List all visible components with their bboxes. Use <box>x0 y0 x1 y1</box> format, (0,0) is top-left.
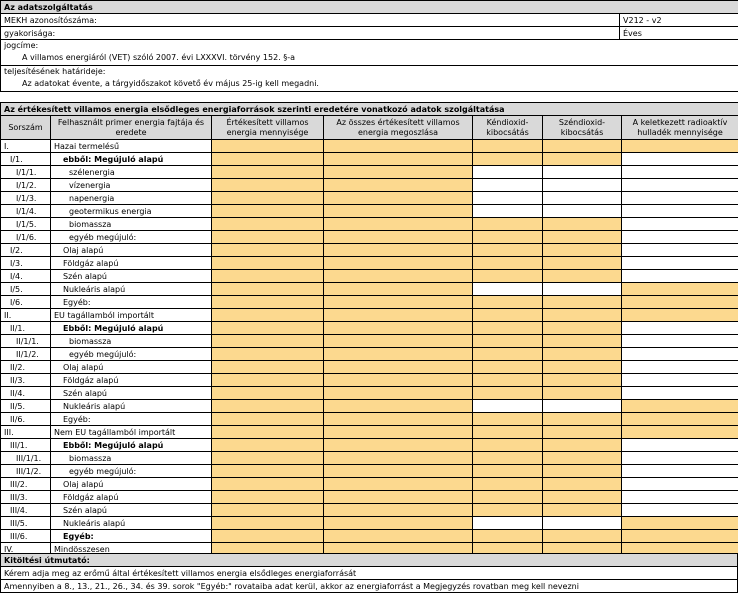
legal-basis-label: jogcíme: <box>4 41 39 50</box>
input-radioactive <box>622 491 738 504</box>
input-distribution[interactable] <box>324 530 473 543</box>
input-so2[interactable] <box>473 296 543 309</box>
row-energy-type: Ebből: Megújuló alapú <box>51 322 212 335</box>
row-number: I/6. <box>1 296 51 309</box>
row-number: II/1/1. <box>1 335 51 348</box>
table-row <box>1 231 738 244</box>
input-sold-quantity[interactable] <box>212 439 324 452</box>
row-number: I/1/2. <box>1 179 51 192</box>
input-sold-quantity[interactable] <box>212 374 324 387</box>
row-number: IV. <box>1 543 51 556</box>
table-row <box>1 387 738 400</box>
row-energy-type: Nukleáris alapú <box>51 283 212 296</box>
input-so2[interactable] <box>473 270 543 283</box>
input-co2[interactable] <box>543 530 622 543</box>
input-co2[interactable] <box>543 218 622 231</box>
input-sold-quantity[interactable] <box>212 517 324 530</box>
row-number: III/6. <box>1 530 51 543</box>
row-number: I. <box>1 140 51 153</box>
table-row <box>1 309 738 322</box>
input-distribution[interactable] <box>324 166 473 179</box>
row-number: I/1/4. <box>1 205 51 218</box>
input-so2[interactable] <box>473 465 543 478</box>
table-row <box>1 491 738 504</box>
row-energy-type: biomassza <box>51 452 212 465</box>
input-distribution[interactable] <box>324 309 473 322</box>
row-energy-type: Nukleáris alapú <box>51 517 212 530</box>
row-energy-type: Egyéb: <box>51 530 212 543</box>
input-so2[interactable] <box>473 322 543 335</box>
row-energy-type: Egyéb: <box>51 296 212 309</box>
section2-title: Az értékesített villamos energia elsődleges energiaforrások szerinti eredetére vonatkozó adatok szolgáltatása <box>1 103 738 116</box>
row-energy-type: biomassza <box>51 218 212 231</box>
input-sold-quantity[interactable] <box>212 257 324 270</box>
col-header-co2: Széndioxid-kibocsátás <box>543 116 622 140</box>
col-header-energy-type: Felhasznált primer energia fajtája és eredete <box>51 116 212 140</box>
input-distribution[interactable] <box>324 374 473 387</box>
row-energy-type: egyéb megújuló: <box>51 348 212 361</box>
row-energy-type: Nukleáris alapú <box>51 400 212 413</box>
row-energy-type: vízenergia <box>51 179 212 192</box>
input-radioactive <box>622 452 738 465</box>
row-energy-type: napenergia <box>51 192 212 205</box>
input-so2[interactable] <box>473 361 543 374</box>
legal-basis-text: A villamos energiáról (VET) szóló 2007. évi LXXXVI. törvény 152. §-a <box>22 53 296 62</box>
input-sold-quantity[interactable] <box>212 348 324 361</box>
input-so2[interactable] <box>473 426 543 439</box>
row-number: III/1/1. <box>1 452 51 465</box>
col-header-distribution: Az összes értékesített villamos energia megoszlása <box>324 116 473 140</box>
input-radioactive[interactable] <box>622 400 738 413</box>
row-number: III/1/2. <box>1 465 51 478</box>
row-energy-type: Földgáz alapú <box>51 374 212 387</box>
table-row <box>1 465 738 478</box>
input-distribution[interactable] <box>324 478 473 491</box>
input-sold-quantity[interactable] <box>212 179 324 192</box>
input-sold-quantity[interactable] <box>212 283 324 296</box>
row-energy-type: Földgáz alapú <box>51 257 212 270</box>
input-sold-quantity[interactable] <box>212 387 324 400</box>
input-radioactive[interactable] <box>622 426 738 439</box>
input-distribution[interactable] <box>324 218 473 231</box>
table-row <box>1 348 738 361</box>
input-co2[interactable] <box>543 296 622 309</box>
row-number: II/6. <box>1 413 51 426</box>
input-sold-quantity[interactable] <box>212 413 324 426</box>
input-distribution[interactable] <box>324 439 473 452</box>
row-number: II/2. <box>1 361 51 374</box>
input-distribution[interactable] <box>324 296 473 309</box>
deadline-text: Az adatokat évente, a tárgyidőszakot követő év május 25-ig kell megadni. <box>22 79 319 88</box>
mekh-id-value: V212 - v2 <box>620 14 738 27</box>
input-distribution[interactable] <box>324 244 473 257</box>
input-co2[interactable] <box>543 387 622 400</box>
input-radioactive <box>622 504 738 517</box>
row-number: II/5. <box>1 400 51 413</box>
col-header-sorszam: Sorszám <box>1 116 51 140</box>
table-row <box>1 140 738 153</box>
input-co2[interactable] <box>543 361 622 374</box>
input-distribution[interactable] <box>324 504 473 517</box>
table-row <box>1 374 738 387</box>
input-distribution[interactable] <box>324 335 473 348</box>
input-so2 <box>473 179 543 192</box>
input-radioactive <box>622 439 738 452</box>
input-radioactive <box>622 153 738 166</box>
input-radioactive <box>622 192 738 205</box>
row-number: III/2. <box>1 478 51 491</box>
input-distribution[interactable] <box>324 179 473 192</box>
table-row <box>1 517 738 530</box>
row-number: II/4. <box>1 387 51 400</box>
input-co2[interactable] <box>543 244 622 257</box>
row-number: II. <box>1 309 51 322</box>
row-number: III/4. <box>1 504 51 517</box>
input-so2[interactable] <box>473 335 543 348</box>
input-so2[interactable] <box>473 478 543 491</box>
row-energy-type: Ebből: Megújuló alapú <box>51 439 212 452</box>
input-radioactive[interactable] <box>622 530 738 543</box>
input-radioactive <box>622 270 738 283</box>
row-number: I/5. <box>1 283 51 296</box>
input-co2 <box>543 192 622 205</box>
input-so2 <box>473 192 543 205</box>
input-distribution[interactable] <box>324 257 473 270</box>
row-number: I/1/1. <box>1 166 51 179</box>
deadline-label: teljesítésének határideje: <box>4 67 106 76</box>
row-energy-type: Egyéb: <box>51 413 212 426</box>
input-co2[interactable] <box>543 439 622 452</box>
input-co2 <box>543 283 622 296</box>
input-radioactive <box>622 478 738 491</box>
table-row <box>1 270 738 283</box>
input-radioactive <box>622 257 738 270</box>
table-row <box>1 322 738 335</box>
input-so2[interactable] <box>473 153 543 166</box>
input-radioactive <box>622 244 738 257</box>
table-row <box>1 166 738 179</box>
input-co2[interactable] <box>543 348 622 361</box>
input-co2 <box>543 517 622 530</box>
table-row <box>1 296 738 309</box>
input-co2 <box>543 166 622 179</box>
input-radioactive[interactable] <box>622 309 738 322</box>
input-sold-quantity[interactable] <box>212 491 324 504</box>
input-sold-quantity[interactable] <box>212 400 324 413</box>
row-energy-type: Olaj alapú <box>51 361 212 374</box>
row-energy-type: Szén alapú <box>51 504 212 517</box>
row-energy-type: biomassza <box>51 335 212 348</box>
table-row <box>1 478 738 491</box>
input-radioactive[interactable] <box>622 283 738 296</box>
input-distribution[interactable] <box>324 491 473 504</box>
table-row <box>1 205 738 218</box>
row-energy-type: Olaj alapú <box>51 478 212 491</box>
input-co2[interactable] <box>543 491 622 504</box>
row-energy-type: Szén alapú <box>51 270 212 283</box>
row-number: I/1/6. <box>1 231 51 244</box>
input-sold-quantity[interactable] <box>212 296 324 309</box>
table-row <box>1 153 738 166</box>
input-sold-quantity[interactable] <box>212 218 324 231</box>
input-co2 <box>543 179 622 192</box>
input-sold-quantity[interactable] <box>212 322 324 335</box>
row-energy-type: Olaj alapú <box>51 244 212 257</box>
data-service-table <box>0 0 738 92</box>
input-co2[interactable] <box>543 270 622 283</box>
input-so2 <box>473 283 543 296</box>
input-co2[interactable] <box>543 504 622 517</box>
input-distribution[interactable] <box>324 270 473 283</box>
deadline-cell <box>1 66 738 92</box>
row-number: I/1. <box>1 153 51 166</box>
input-sold-quantity[interactable] <box>212 153 324 166</box>
row-number: II/1/2. <box>1 348 51 361</box>
table-row <box>1 361 738 374</box>
table-row <box>1 426 738 439</box>
input-radioactive[interactable] <box>622 296 738 309</box>
input-sold-quantity[interactable] <box>212 504 324 517</box>
row-number: II/3. <box>1 374 51 387</box>
input-distribution[interactable] <box>324 400 473 413</box>
input-sold-quantity[interactable] <box>212 426 324 439</box>
input-co2 <box>543 400 622 413</box>
table-row <box>1 439 738 452</box>
input-distribution[interactable] <box>324 452 473 465</box>
input-co2[interactable] <box>543 465 622 478</box>
input-distribution[interactable] <box>324 205 473 218</box>
input-co2[interactable] <box>543 478 622 491</box>
table-row <box>1 179 738 192</box>
input-distribution[interactable] <box>324 517 473 530</box>
input-co2[interactable] <box>543 153 622 166</box>
row-number: III/3. <box>1 491 51 504</box>
input-co2[interactable] <box>543 413 622 426</box>
input-radioactive[interactable] <box>622 140 738 153</box>
input-so2[interactable] <box>473 530 543 543</box>
row-energy-type: Földgáz alapú <box>51 491 212 504</box>
input-sold-quantity[interactable] <box>212 452 324 465</box>
row-number: III. <box>1 426 51 439</box>
row-energy-type: ebből: Megújuló alapú <box>51 153 212 166</box>
input-distribution[interactable] <box>324 413 473 426</box>
row-energy-type: egyéb megújuló: <box>51 465 212 478</box>
row-number: III/5. <box>1 517 51 530</box>
input-sold-quantity[interactable] <box>212 530 324 543</box>
input-co2[interactable] <box>543 452 622 465</box>
row-energy-type: Mindösszesen <box>51 543 212 556</box>
section1-title: Az adatszolgáltatás <box>1 1 738 14</box>
input-radioactive <box>622 465 738 478</box>
input-radioactive <box>622 231 738 244</box>
input-sold-quantity[interactable] <box>212 166 324 179</box>
table-row <box>1 257 738 270</box>
row-number: I/3. <box>1 257 51 270</box>
input-co2[interactable] <box>543 309 622 322</box>
input-so2[interactable] <box>473 231 543 244</box>
input-radioactive <box>622 218 738 231</box>
input-co2[interactable] <box>543 335 622 348</box>
input-distribution[interactable] <box>324 426 473 439</box>
input-co2[interactable] <box>543 426 622 439</box>
col-header-radioactive: A keletkezett radioaktív hulladék mennyisége <box>622 116 738 140</box>
mekh-id-label: MEKH azonosítószáma: <box>1 14 620 27</box>
table-row <box>1 530 738 543</box>
input-so2[interactable] <box>473 218 543 231</box>
row-number: II/1. <box>1 322 51 335</box>
table-row <box>1 192 738 205</box>
input-sold-quantity[interactable] <box>212 335 324 348</box>
input-co2[interactable] <box>543 322 622 335</box>
input-so2[interactable] <box>473 452 543 465</box>
input-sold-quantity[interactable] <box>212 309 324 322</box>
legal-basis-cell <box>1 40 738 66</box>
table-row <box>1 335 738 348</box>
input-radioactive <box>622 166 738 179</box>
input-radioactive <box>622 374 738 387</box>
input-distribution[interactable] <box>324 140 473 153</box>
input-so2[interactable] <box>473 140 543 153</box>
input-co2[interactable] <box>543 257 622 270</box>
row-energy-type: Hazai termelésű <box>51 140 212 153</box>
input-distribution[interactable] <box>324 361 473 374</box>
instructions-table <box>0 553 738 593</box>
input-sold-quantity[interactable] <box>212 231 324 244</box>
input-sold-quantity[interactable] <box>212 140 324 153</box>
input-so2[interactable] <box>473 348 543 361</box>
input-sold-quantity[interactable] <box>212 205 324 218</box>
row-number: I/2. <box>1 244 51 257</box>
input-so2[interactable] <box>473 413 543 426</box>
table-row <box>1 218 738 231</box>
table-row <box>1 452 738 465</box>
input-sold-quantity[interactable] <box>212 270 324 283</box>
input-radioactive <box>622 387 738 400</box>
row-energy-type: szélenergia <box>51 166 212 179</box>
input-co2 <box>543 205 622 218</box>
input-distribution[interactable] <box>324 192 473 205</box>
input-co2[interactable] <box>543 374 622 387</box>
input-so2 <box>473 166 543 179</box>
row-energy-type: Nem EU tagállamból importált <box>51 426 212 439</box>
input-so2[interactable] <box>473 257 543 270</box>
input-sold-quantity[interactable] <box>212 478 324 491</box>
frequency-label: gyakorisága: <box>1 27 620 40</box>
input-distribution[interactable] <box>324 283 473 296</box>
instruction-line-1: Kérem adja meg az erőmű által értékesített villamos energia elsődleges energiaforrását <box>1 567 738 580</box>
input-co2[interactable] <box>543 140 622 153</box>
input-so2 <box>473 205 543 218</box>
section3-title: Kitöltési útmutató: <box>1 554 738 567</box>
input-so2[interactable] <box>473 244 543 257</box>
instruction-line-2: Amennyiben a 8., 13., 21., 26., 34. és 39. sorok "Egyéb:" rovataiba adat kerül, akkor az energiaforrást a Megjegyzés rovatban meg kell nevezni <box>1 580 738 593</box>
row-number: III/1. <box>1 439 51 452</box>
input-radioactive <box>622 348 738 361</box>
input-sold-quantity[interactable] <box>212 192 324 205</box>
input-distribution[interactable] <box>324 465 473 478</box>
input-radioactive[interactable] <box>622 517 738 530</box>
input-so2 <box>473 400 543 413</box>
row-number: I/1/5. <box>1 218 51 231</box>
row-number: I/1/3. <box>1 192 51 205</box>
row-energy-type: Szén alapú <box>51 387 212 400</box>
row-number: I/4. <box>1 270 51 283</box>
row-energy-type: egyéb megújuló: <box>51 231 212 244</box>
input-distribution[interactable] <box>324 348 473 361</box>
input-distribution[interactable] <box>324 153 473 166</box>
input-co2[interactable] <box>543 231 622 244</box>
row-energy-type: geotermikus energia <box>51 205 212 218</box>
energy-source-table <box>0 102 738 556</box>
input-so2[interactable] <box>473 504 543 517</box>
row-energy-type: EU tagállamból importált <box>51 309 212 322</box>
input-so2[interactable] <box>473 387 543 400</box>
col-header-sold-quantity: Értékesített villamos energia mennyisége <box>212 116 324 140</box>
input-so2[interactable] <box>473 374 543 387</box>
input-radioactive <box>622 361 738 374</box>
input-distribution[interactable] <box>324 322 473 335</box>
input-radioactive <box>622 205 738 218</box>
table-row <box>1 244 738 257</box>
table-row <box>1 400 738 413</box>
input-so2[interactable] <box>473 439 543 452</box>
input-radioactive <box>622 322 738 335</box>
table-row <box>1 504 738 517</box>
frequency-value: Éves <box>620 27 738 40</box>
input-so2[interactable] <box>473 491 543 504</box>
input-radioactive <box>622 179 738 192</box>
col-header-so2: Kéndioxid-kibocsátás <box>473 116 543 140</box>
input-so2[interactable] <box>473 309 543 322</box>
input-sold-quantity[interactable] <box>212 361 324 374</box>
table-row <box>1 283 738 296</box>
input-sold-quantity[interactable] <box>212 244 324 257</box>
input-sold-quantity[interactable] <box>212 465 324 478</box>
input-radioactive[interactable] <box>622 413 738 426</box>
input-radioactive <box>622 335 738 348</box>
input-so2 <box>473 517 543 530</box>
input-distribution[interactable] <box>324 387 473 400</box>
table-row <box>1 413 738 426</box>
input-distribution[interactable] <box>324 231 473 244</box>
